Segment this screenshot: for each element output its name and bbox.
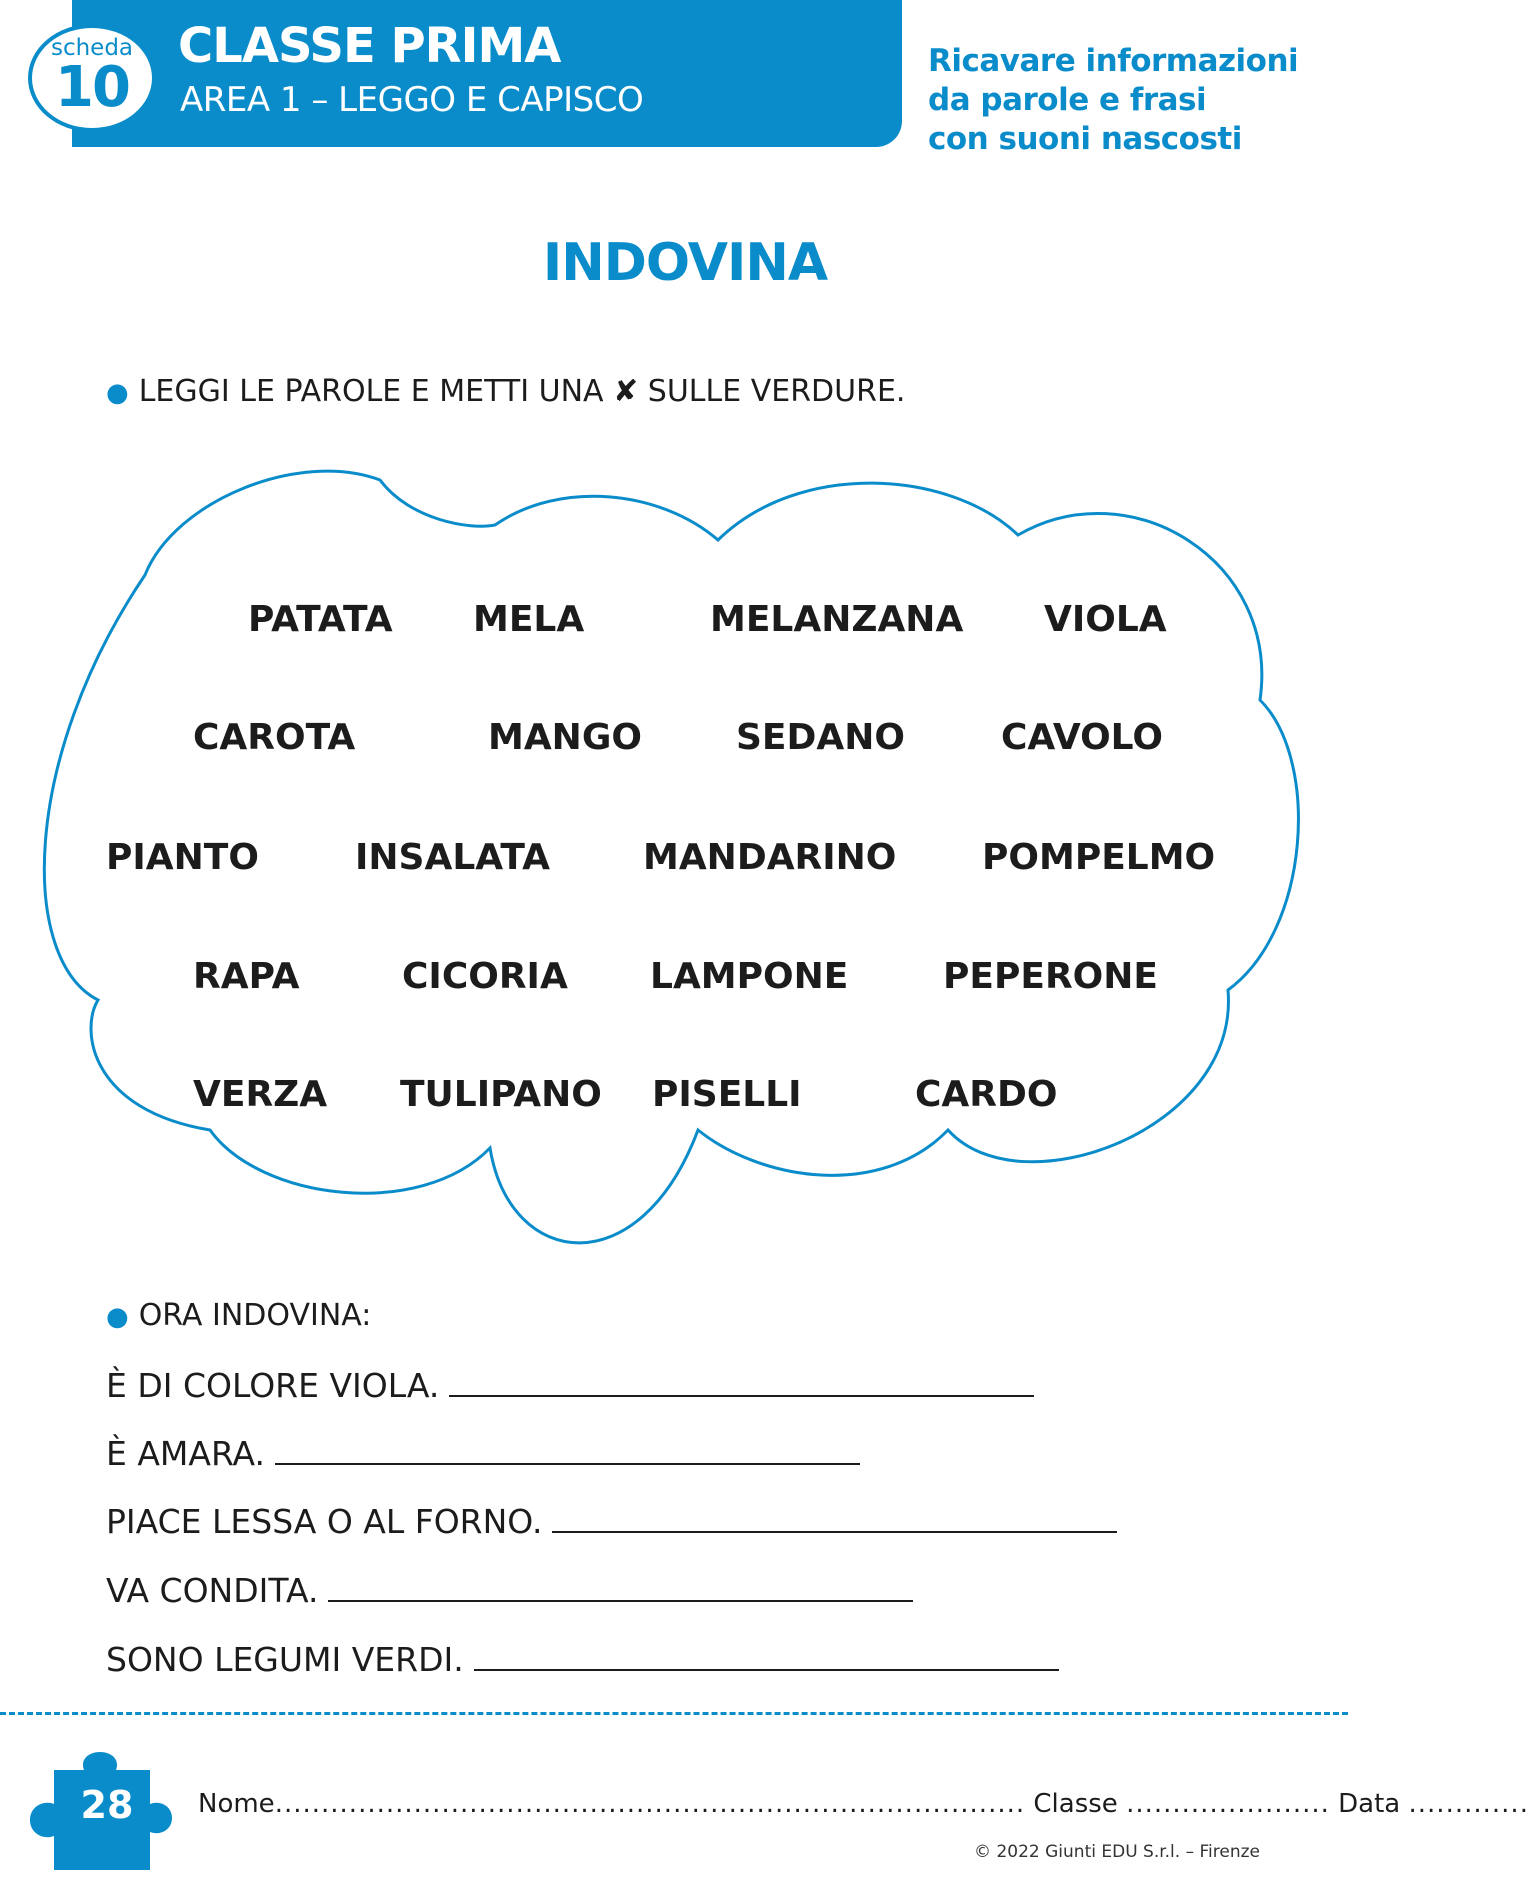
- instruction-guess: [106, 1296, 371, 1337]
- riddle-text: PIACE LESSA O AL FORNO.: [106, 1502, 543, 1541]
- riddle-text: VA CONDITA.: [106, 1571, 319, 1610]
- instruction-mark-vegetables: [106, 372, 905, 413]
- word-item[interactable]: PISELLI: [652, 1074, 802, 1115]
- class-field[interactable]: ......................: [1126, 1789, 1330, 1819]
- copyright-notice: © 2022 Giunti EDU S.r.l. – Firenze: [974, 1842, 1260, 1862]
- page-number: 28: [80, 1783, 134, 1827]
- area-title: AREA 1 – LEGGO E CAPISCO: [180, 80, 644, 120]
- objective-line: da parole e frasi: [928, 82, 1207, 118]
- word-item[interactable]: PIANTO: [106, 837, 259, 878]
- word-item[interactable]: SEDANO: [736, 717, 905, 758]
- name-label: Nome: [198, 1789, 275, 1819]
- date-field[interactable]: .............: [1408, 1789, 1529, 1819]
- bullet-icon: ●: [106, 1301, 129, 1332]
- word-item[interactable]: MANGO: [488, 717, 642, 758]
- word-item[interactable]: MELA: [473, 599, 585, 640]
- word-item[interactable]: CAVOLO: [1001, 717, 1163, 758]
- answer-line[interactable]: [328, 1570, 913, 1602]
- instruction-guess-text: ORA INDOVINA:: [138, 1298, 372, 1333]
- cross-mark-icon: ✘: [613, 374, 639, 409]
- riddle-text: È DI COLORE VIOLA.: [106, 1366, 440, 1405]
- word-item[interactable]: LAMPONE: [650, 956, 849, 997]
- dashed-divider: [0, 1712, 1348, 1715]
- word-item[interactable]: PATATA: [248, 599, 393, 640]
- student-info-fields: [198, 1786, 1529, 1822]
- class-label: Classe: [1033, 1789, 1118, 1819]
- learning-objective: [928, 42, 1338, 159]
- word-item[interactable]: POMPELMO: [982, 837, 1216, 878]
- word-item[interactable]: INSALATA: [355, 837, 550, 878]
- answer-line[interactable]: [449, 1365, 1034, 1397]
- word-item[interactable]: PEPERONE: [943, 956, 1158, 997]
- name-field[interactable]: .................................................................................: [274, 1789, 1026, 1819]
- word-item[interactable]: VERZA: [193, 1074, 328, 1115]
- word-item[interactable]: VIOLA: [1044, 599, 1167, 640]
- objective-line: Ricavare informazioni: [928, 43, 1299, 79]
- objective-line: con suoni nascosti: [928, 121, 1242, 157]
- riddle-row: [106, 1364, 1034, 1408]
- instruction-text-before: LEGGI LE PAROLE E METTI UNA: [138, 374, 604, 409]
- word-item[interactable]: CARDO: [915, 1074, 1058, 1115]
- riddle-row: [106, 1638, 1059, 1682]
- riddle-row: [106, 1500, 1117, 1544]
- word-item[interactable]: RAPA: [193, 956, 300, 997]
- answer-line[interactable]: [552, 1501, 1117, 1533]
- answer-line[interactable]: [275, 1433, 860, 1465]
- badge-word: scheda: [50, 35, 134, 61]
- badge-number: 10: [55, 55, 129, 120]
- word-item[interactable]: MELANZANA: [710, 599, 964, 640]
- worksheet-badge: [28, 24, 156, 132]
- date-label: Data: [1338, 1789, 1401, 1819]
- word-item[interactable]: CICORIA: [402, 956, 568, 997]
- word-item[interactable]: MANDARINO: [643, 837, 897, 878]
- word-item[interactable]: CAROTA: [193, 717, 356, 758]
- riddle-text: È AMARA.: [106, 1434, 266, 1473]
- bullet-icon: ●: [106, 377, 129, 408]
- riddle-row: [106, 1432, 860, 1476]
- page-title: INDOVINA: [542, 233, 828, 293]
- riddle-text: SONO LEGUMI VERDI.: [106, 1640, 464, 1679]
- riddle-row: [106, 1569, 913, 1613]
- word-item[interactable]: TULIPANO: [400, 1074, 602, 1115]
- class-title: CLASSE PRIMA: [178, 18, 561, 74]
- instruction-text-after: SULLE VERDURE.: [647, 374, 906, 409]
- answer-line[interactable]: [474, 1639, 1059, 1671]
